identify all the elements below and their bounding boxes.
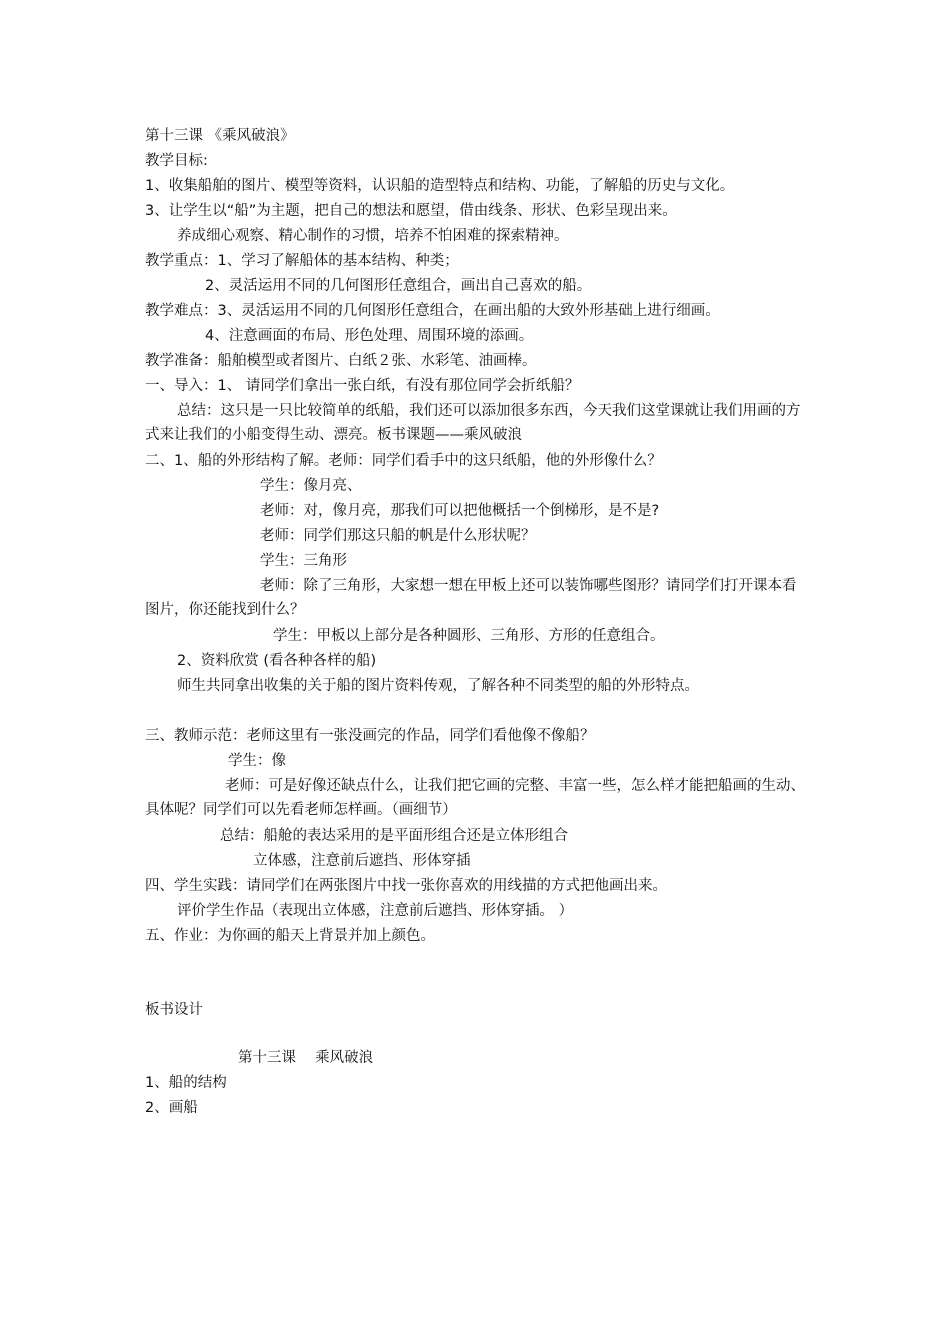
section4-eval: 评价学生作品（表现出立体感，注意前后遮挡、形体穿插。 ） [177, 903, 574, 919]
dialogue-teacher-2: 老师：同学们那这只船的帆是什么形状呢？ [260, 528, 536, 544]
section3-summary-2: 立体感，注意前后遮挡、形体穿插 [253, 853, 471, 869]
objective-3: 3、让学生以“船”为主题，把自己的想法和愿望，借由线条、形状、色彩呈现出来。 [145, 203, 677, 219]
section2-2-desc: 师生共同拿出收集的关于船的图片资料传观，了解各种不同类型的船的外形特点。 [177, 678, 699, 694]
dialogue-student-2: 学生：三角形 [260, 553, 347, 569]
dialogue-student-3: 学生：甲板以上部分是各种圆形、三角形、方形的任意组合。 [273, 628, 665, 644]
intro: 一、导入：1、 请同学们拿出一张白纸，有没有那位同学会折纸船？ [145, 378, 580, 394]
lesson-title: 第十三课 《乘风破浪》 [145, 128, 295, 144]
difficulty-3: 教学难点：3、灵活运用不同的几何图形任意组合，在画出船的大致外形基础上进行细画。 [145, 303, 720, 319]
objectives-heading: 教学目标: [145, 153, 208, 169]
objective-habit: 养成细心观察、精心制作的习惯，培养不怕困难的探索精神。 [177, 228, 569, 244]
section3-teacher: 老师：可是好像还缺点什么，让我们把它画的完整、丰富一些，怎么样才能把船画的生动、具体呢？同学们可以先看老师怎样画。（画细节） [145, 778, 805, 818]
board-heading: 板书设计 [145, 1002, 203, 1018]
key-points-2: 2、灵活运用不同的几何图形任意组合，画出自己喜欢的船。 [205, 278, 592, 294]
board-item-1: 1、船的结构 [145, 1075, 227, 1091]
section4: 四、学生实践：请同学们在两张图片中找一张你喜欢的用线描的方式把他画出来。 [145, 878, 667, 894]
summary-1: 总结：这只是一只比较简单的纸船，我们还可以添加很多东西，今天我们这堂课就让我们用画的方式来让我们的小船变得生动、漂亮。板书课题——乘风破浪 [145, 403, 801, 443]
dialogue-teacher-3: 老师：除了三角形，大家想一想在甲板上还可以装饰哪些图形？请同学们打开课本看图片，你还能找到什么？ [145, 578, 797, 618]
preparation: 教学准备：船舶模型或者图片、白纸２张、水彩笔、油画棒。 [145, 353, 537, 369]
dialogue-teacher-1: 老师：对，像月亮，那我们可以把他概括一个倒梯形，是不是? [260, 503, 660, 519]
section2-2: 2、资料欣赏 (看各种各样的船) [177, 653, 377, 669]
section5: 五、作业：为你画的船天上背景并加上颜色。 [145, 928, 435, 944]
board-title: 第十三课 乘风破浪 [238, 1050, 374, 1066]
section2-1: 二、1、船的外形结构了解。老师：同学们看手中的这只纸船，他的外形像什么？ [145, 453, 662, 469]
section3: 三、教师示范：老师这里有一张没画完的作品，同学们看他像不像船？ [145, 728, 595, 744]
dialogue-student-1: 学生：像月亮、 [260, 478, 362, 494]
objective-1: 1、收集船舶的图片、模型等资料，认识船的造型特点和结构、功能，了解船的历史与文化。 [145, 178, 735, 194]
key-points-1: 教学重点：1、学习了解船体的基本结构、种类； [145, 253, 459, 269]
section3-student: 学生：像 [228, 753, 286, 769]
section3-summary: 总结：船舱的表达采用的是平面形组合还是立体形组合 [220, 828, 568, 844]
difficulty-4: 4、注意画面的布局、形色处理、周围环境的添画。 [205, 328, 534, 344]
board-item-2: 2、画船 [145, 1100, 198, 1116]
